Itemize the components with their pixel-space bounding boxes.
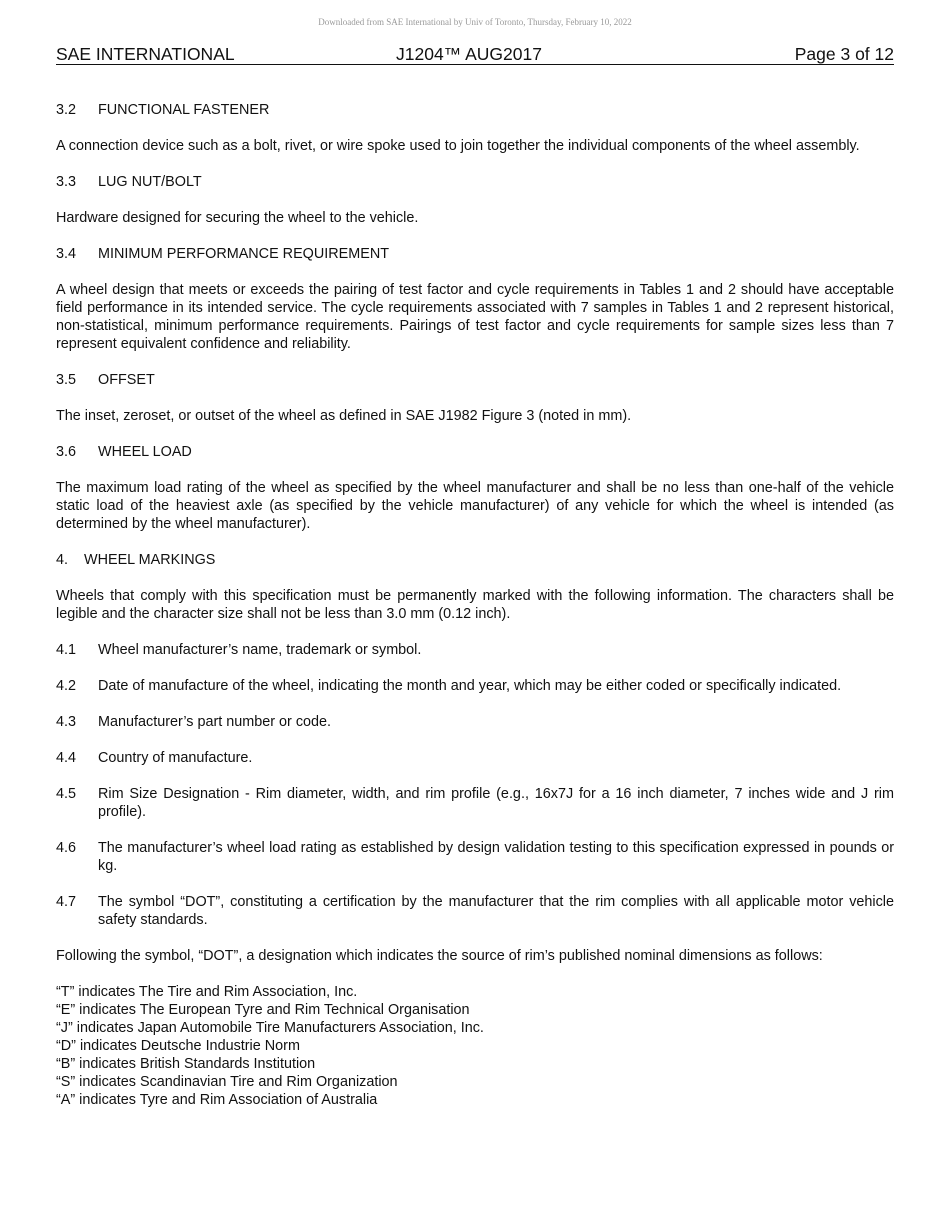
section-title: MINIMUM PERFORMANCE REQUIREMENT	[98, 246, 390, 262]
section-title: WHEEL LOAD	[98, 444, 192, 460]
section-heading-3-5	[56, 371, 894, 389]
marking-item	[56, 785, 894, 821]
section-number: 4.	[56, 552, 69, 568]
item-text: Wheel manufacturer’s name, trademark or symbol.	[98, 642, 422, 658]
item-number: 4.7	[56, 894, 77, 910]
designation-line: “D” indicates Deutsche Industrie Norm	[56, 1038, 300, 1054]
marking-item	[56, 677, 894, 695]
following-paragraph: Following the symbol, “DOT”, a designation which indicates the source of rim’s published nominal dimensions as follows:	[56, 948, 823, 964]
section-heading-4	[56, 551, 894, 569]
item-text: Rim Size Designation - Rim diameter, width, and rim profile (e.g., 16x7J for a 16 inch diameter, 7 inches wide and J rim profile).	[98, 786, 894, 820]
marking-item	[56, 749, 894, 767]
section-heading-3-3	[56, 173, 894, 191]
section-number: 3.6	[56, 444, 77, 460]
marking-item	[56, 713, 894, 731]
marking-item	[56, 893, 894, 929]
item-number: 4.5	[56, 786, 77, 802]
designation-line: “S” indicates Scandinavian Tire and Rim Organization	[56, 1074, 398, 1090]
document-body	[56, 101, 894, 1109]
item-text: Date of manufacture of the wheel, indicating the month and year, which may be either coded or specifically indicated.	[98, 678, 842, 694]
section-title: WHEEL MARKINGS	[84, 552, 216, 568]
item-text: Country of manufacture.	[98, 750, 253, 766]
document-number: J1204™ AUG2017	[396, 44, 542, 64]
section-heading-3-6	[56, 443, 894, 461]
section-body-3-6: The maximum load rating of the wheel as specified by the wheel manufacturer and shall be no less than one-half of the vehicle static load of the heaviest axle (as specified by the vehicle manufacturer) of any vehicle for which the wheel is intended (as determined by the wheel manufacturer).	[56, 480, 894, 532]
section-body-3-2: A connection device such as a bolt, rivet, or wire spoke used to join together the individual components of the wheel assembly.	[56, 138, 860, 154]
marking-item	[56, 839, 894, 875]
designation-line: “E” indicates The European Tyre and Rim Technical Organisation	[56, 1002, 470, 1018]
item-text: The symbol “DOT”, constituting a certification by the manufacturer that the rim complies with all applicable motor vehicle safety standards.	[98, 894, 894, 928]
section-body-3-4: A wheel design that meets or exceeds the pairing of test factor and cycle requirements in Tables 1 and 2 should have acceptable field performance in its intended service. The cycle requirements associated with 7 samples in Tables 1 and 2 represent historical, non-statistical, minimum performance requirements. Pairings of test factor and cycle requirements for sample sizes less than 7 represent equivalent confidence and reliability.	[56, 282, 894, 352]
publisher-name: SAE INTERNATIONAL	[56, 44, 235, 64]
designation-line: “T” indicates The Tire and Rim Association, Inc.	[56, 984, 358, 1000]
section-number: 3.4	[56, 246, 77, 262]
item-number: 4.1	[56, 642, 77, 658]
section-number: 3.5	[56, 372, 77, 388]
section-number: 3.3	[56, 174, 77, 190]
item-number: 4.2	[56, 678, 77, 694]
section-heading-3-2	[56, 101, 894, 119]
designation-list	[56, 983, 894, 1109]
section-title: OFFSET	[98, 372, 155, 388]
marking-item	[56, 641, 894, 659]
item-text: Manufacturer’s part number or code.	[98, 714, 332, 730]
section-body-3-3: Hardware designed for securing the wheel to the vehicle.	[56, 210, 419, 226]
item-number: 4.3	[56, 714, 77, 730]
section-body-4: Wheels that comply with this specification must be permanently marked with the following information. The characters shall be legible and the character size shall not be less than 3.0 mm (0.12 inch).	[56, 588, 894, 622]
designation-line: “B” indicates British Standards Institution	[56, 1056, 316, 1072]
section-heading-3-4	[56, 245, 894, 263]
designation-line: “J” indicates Japan Automobile Tire Manufacturers Association, Inc.	[56, 1020, 484, 1036]
designation-line: “A” indicates Tyre and Rim Association of Australia	[56, 1092, 378, 1108]
item-text: The manufacturer’s wheel load rating as established by design validation testing to this specification expressed in pounds or kg.	[98, 840, 894, 874]
page-number: Page 3 of 12	[794, 44, 894, 64]
item-number: 4.4	[56, 750, 77, 766]
section-title: FUNCTIONAL FASTENER	[98, 102, 270, 118]
page-header	[56, 44, 894, 65]
item-number: 4.6	[56, 840, 77, 856]
section-number: 3.2	[56, 102, 77, 118]
section-body-3-5: The inset, zeroset, or outset of the wheel as defined in SAE J1982 Figure 3 (noted in mm).	[56, 408, 632, 424]
section-title: LUG NUT/BOLT	[98, 174, 202, 190]
download-watermark: Downloaded from SAE International by Univ of Toronto, Thursday, February 10, 2022	[318, 17, 632, 27]
